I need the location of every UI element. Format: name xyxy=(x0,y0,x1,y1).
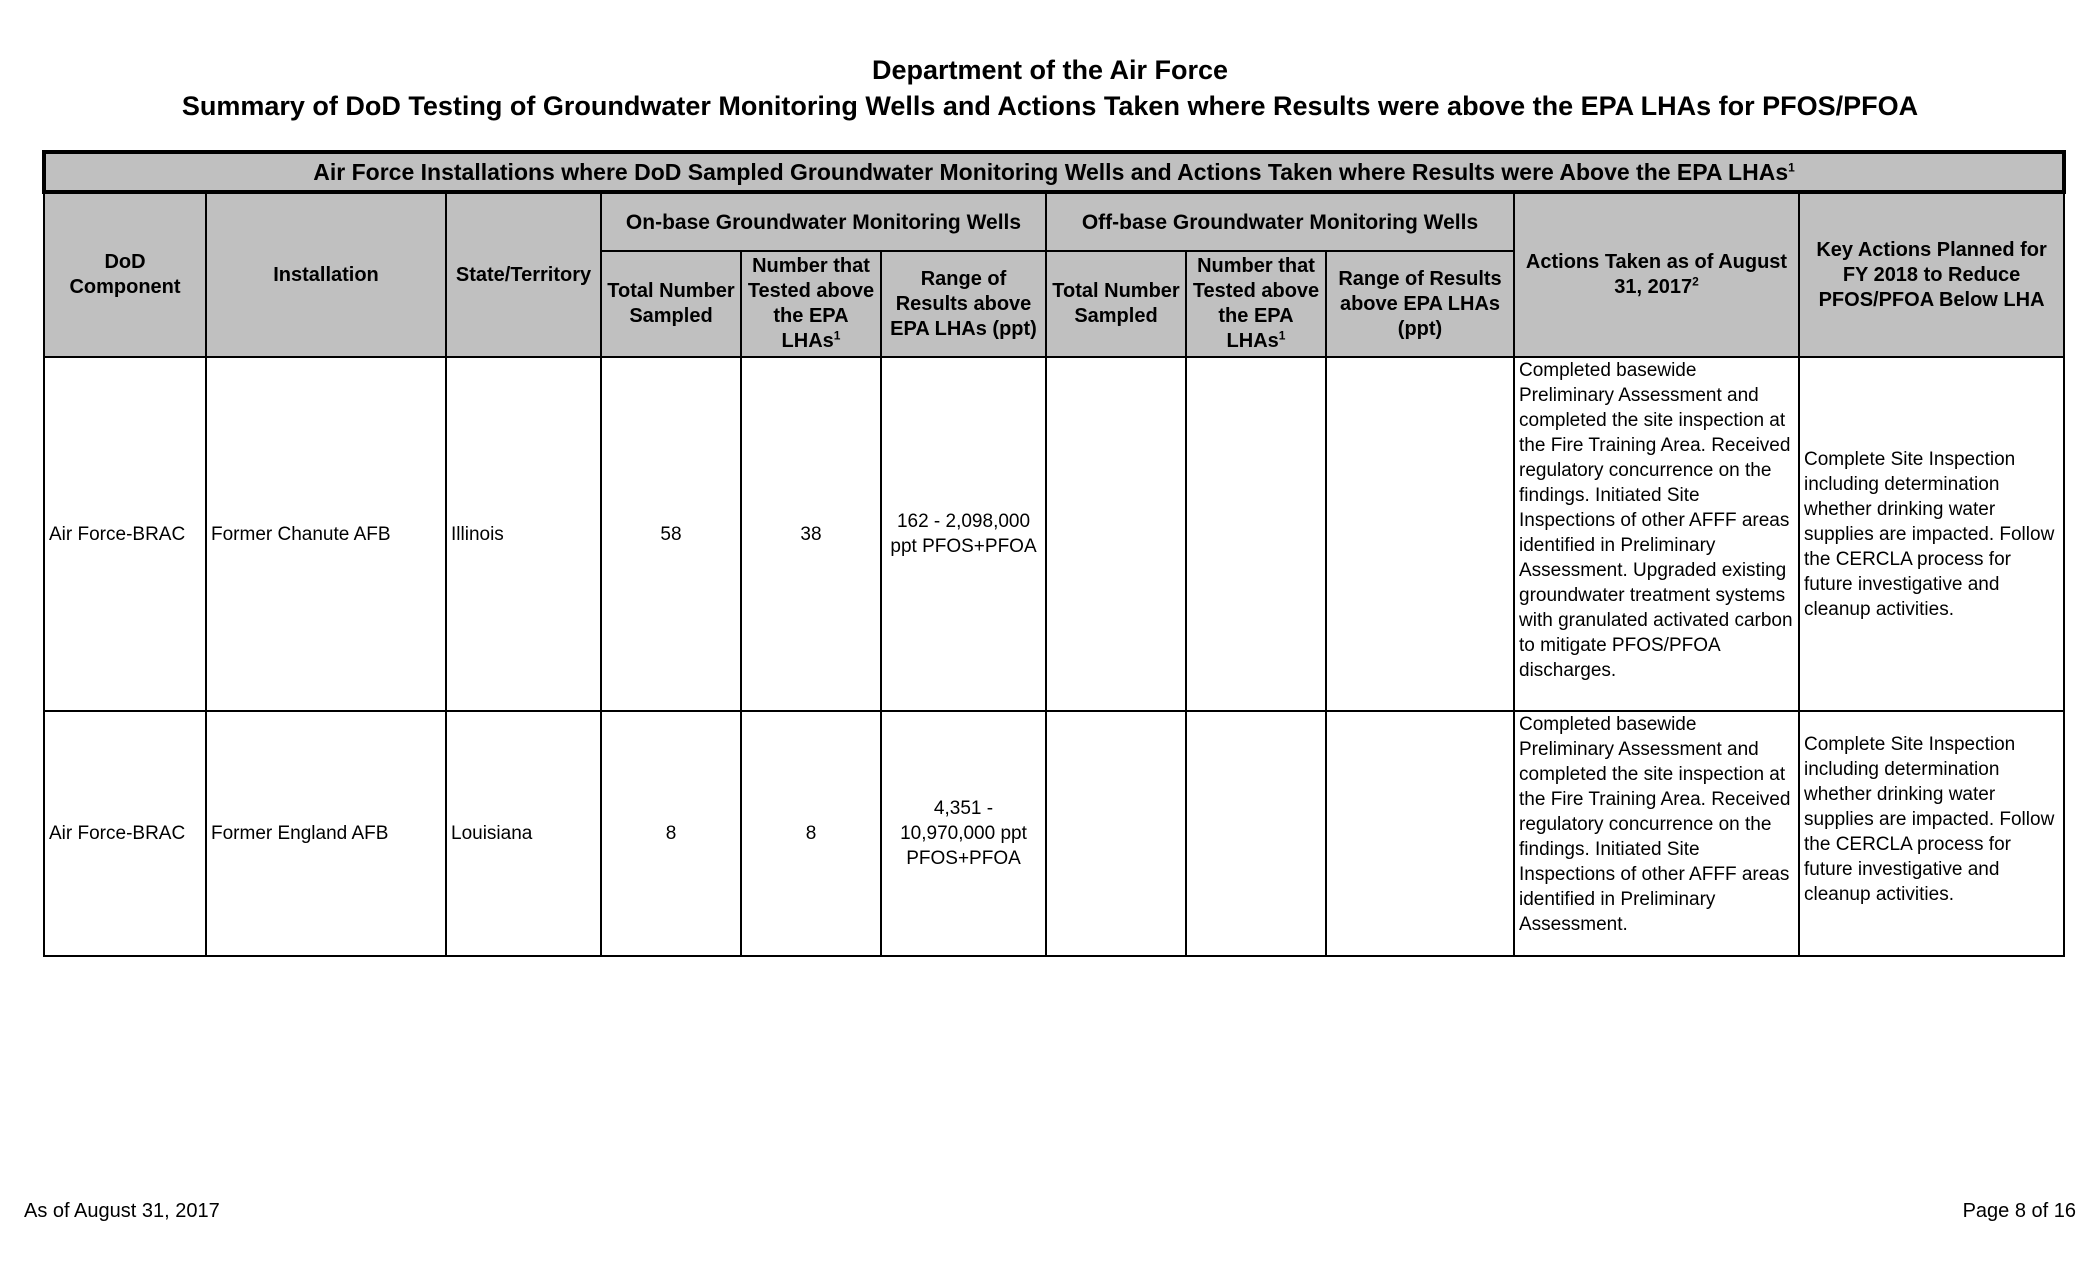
header-dod-component: DoD Component xyxy=(44,192,206,357)
header-onbase-range: Range of Results above EPA LHAs (ppt) xyxy=(881,251,1046,357)
cell-key-actions: Complete Site Inspection including determination whether drinking water supplies are impacted. Follow the CERCLA process for future investigative and cleanup activities. xyxy=(1799,711,2064,956)
cell-onbase-above: 8 xyxy=(741,711,881,956)
document-subtitle: Summary of DoD Testing of Groundwater Monitoring Wells and Actions Taken where Results were above the EPA LHAs for PFOS/PFOA xyxy=(181,91,1919,121)
cell-state: Louisiana xyxy=(446,711,601,956)
header-offbase-number-above xyxy=(1186,251,1326,357)
document-title: Department of the Air Force xyxy=(871,55,1229,85)
cell-onbase-total: 58 xyxy=(601,357,741,711)
header-actions-taken xyxy=(1514,192,1799,357)
cell-state: Illinois xyxy=(446,357,601,711)
footnote-marker: 1 xyxy=(833,328,841,343)
header-key-actions: Key Actions Planned for FY 2018 to Reduce PFOS/PFOA Below LHA xyxy=(1799,192,2064,357)
header-onbase-group: On-base Groundwater Monitoring Wells xyxy=(601,192,1046,251)
cell-key-actions: Complete Site Inspection including determination whether drinking water supplies are impacted. Follow the CERCLA process for future investigative and cleanup activities. xyxy=(1799,357,2064,711)
cell-installation: Former Chanute AFB xyxy=(206,357,446,711)
cell-offbase-range xyxy=(1326,711,1514,956)
footer-as-of-date: As of August 31, 2017 xyxy=(24,1200,220,1222)
cell-onbase-above: 38 xyxy=(741,357,881,711)
cell-offbase-range xyxy=(1326,357,1514,711)
cell-offbase-total xyxy=(1046,357,1186,711)
footer-page-number: Page 8 of 16 xyxy=(1962,1200,2076,1222)
header-offbase-total-sampled: Total Number Sampled xyxy=(1046,251,1186,357)
cell-actions-taken: Completed basewide Preliminary Assessment and completed the site inspection at the Fire Training Area. Received regulatory concurrence on the findings. Initiated Site Inspections of other AFFF areas identified in Preliminary Assessment. Upgraded existing groundwater treatment systems with granulated activated carbon to mitigate PFOS/PFOA discharges. xyxy=(1514,357,1799,711)
footnote-marker: 1 xyxy=(1788,159,1795,174)
cell-component: Air Force-BRAC xyxy=(44,357,206,711)
cell-installation: Former England AFB xyxy=(206,711,446,956)
cell-offbase-above xyxy=(1186,357,1326,711)
header-state-territory: State/Territory xyxy=(446,192,601,357)
cell-offbase-total xyxy=(1046,711,1186,956)
header-offbase-number-above-text: Number that Tested above the EPA LHAs xyxy=(1192,255,1320,352)
header-installation: Installation xyxy=(206,192,446,357)
header-offbase-group: Off-base Groundwater Monitoring Wells xyxy=(1046,192,1514,251)
footnote-marker: 2 xyxy=(1692,274,1699,289)
cell-onbase-range: 162 - 2,098,000 ppt PFOS+PFOA xyxy=(881,357,1046,711)
cell-component: Air Force-BRAC xyxy=(44,711,206,956)
cell-onbase-range: 4,351 - 10,970,000 ppt PFOS+PFOA xyxy=(881,711,1046,956)
footnote-marker: 1 xyxy=(1278,328,1286,343)
cell-actions-taken: Completed basewide Preliminary Assessment and completed the site inspection at the Fire Training Area. Received regulatory concurrence on the findings. Initiated Site Inspections of other AFFF areas identified in Preliminary Assessment. xyxy=(1514,711,1799,956)
table-row xyxy=(44,357,2064,711)
table-row xyxy=(44,711,2064,956)
header-onbase-number-above-text: Number that Tested above the EPA LHAs xyxy=(747,255,875,352)
table-banner-text: Air Force Installations where DoD Sampled Groundwater Monitoring Wells and Actions Taken where Results were Above the EPA LHAs xyxy=(313,158,1789,185)
header-onbase-total-sampled: Total Number Sampled xyxy=(601,251,741,357)
header-offbase-range: Range of Results above EPA LHAs (ppt) xyxy=(1326,251,1514,357)
table-banner xyxy=(44,152,2064,192)
cell-offbase-above xyxy=(1186,711,1326,956)
header-actions-taken-text: Actions Taken as of August 31, 2017 xyxy=(1525,251,1788,298)
pfos-pfoa-summary-table xyxy=(42,150,2066,957)
header-onbase-number-above xyxy=(741,251,881,357)
cell-onbase-total: 8 xyxy=(601,711,741,956)
